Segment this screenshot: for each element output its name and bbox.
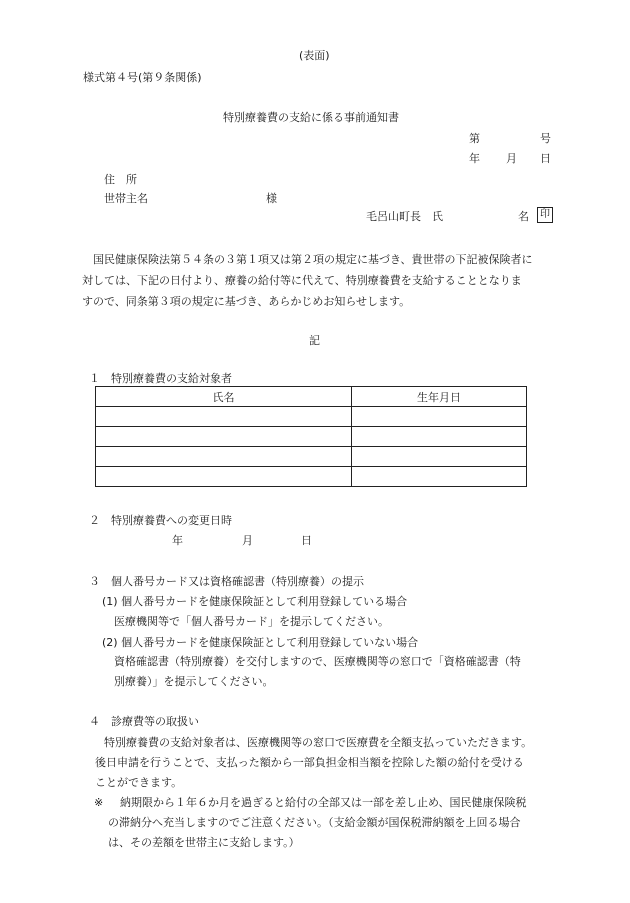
col-name-header: 氏名 xyxy=(96,387,352,407)
note-mark: ※ xyxy=(94,796,104,809)
doc-no-prefix: 第 xyxy=(469,132,480,145)
recipient-head-label: 世帯主名 xyxy=(104,192,148,205)
name-cell xyxy=(96,447,352,467)
doc-date-day: 日 xyxy=(540,152,551,165)
table-row xyxy=(96,427,527,447)
recipient-address-label: 住 所 xyxy=(104,173,137,186)
target-person-table xyxy=(95,386,527,487)
change-date-year: 年 xyxy=(172,534,183,547)
dob-cell xyxy=(352,427,527,447)
col-dob-header: 生年月日 xyxy=(352,387,527,407)
section3-item2-body-2: 別療養）」を提示してください。 xyxy=(114,675,274,688)
doc-no-suffix: 号 xyxy=(540,132,551,145)
table-row xyxy=(96,407,527,427)
intro-line-2: 対しては、下記の日付より、療養の給付等に代えて、特別療養費を支給することとなりま xyxy=(82,274,522,287)
note-line-3: は、その差額を世帯主に支給します。） xyxy=(108,836,300,849)
recipient-honorific: 様 xyxy=(266,192,277,205)
form-number: 様式第４号(第９条関係) xyxy=(83,71,202,84)
doc-date-year: 年 xyxy=(469,152,480,165)
table-row xyxy=(96,467,527,487)
section2-heading: ２ 特別療養費への変更日時 xyxy=(89,514,232,527)
doc-date-month: 月 xyxy=(506,152,517,165)
table-header-row xyxy=(96,387,527,407)
section3-item1-body: 医療機関等で「個人番号カード」を提示してください。 xyxy=(114,615,389,628)
note-line-1: 納期限から１年６か月を過ぎると給付の全部又は一部を差し止め、国民健康保険税 xyxy=(120,796,527,809)
intro-line-3: すので、同条第３項の規定に基づき、あらかじめお知らせします。 xyxy=(82,295,411,308)
section3-item2-body-1: 資格確認書（特別療養）を交付しますので、医療機関等の窓口で「資格確認書（特 xyxy=(114,655,521,668)
ki-mark: 記 xyxy=(309,334,320,347)
page-side-label: (表面) xyxy=(299,49,330,62)
dob-cell xyxy=(352,447,527,467)
section4-para-line-2: 後日申請を行うことで、支払った額から一部負担金相当額を控除した額の給付を受ける xyxy=(95,756,524,769)
dob-cell xyxy=(352,407,527,427)
table-row xyxy=(96,447,527,467)
section4-heading: ４ 診療費等の取扱い xyxy=(89,715,199,728)
sender-title: 毛呂山町長 氏 xyxy=(366,210,443,223)
section3-item2-title: (2) 個人番号カードを健康保険証として利用登録していない場合 xyxy=(102,636,419,649)
section4-para-line-3: ことができます。 xyxy=(95,776,183,789)
intro-line-1: 国民健康保険法第５４条の３第１項又は第２項の規定に基づき、貴世帯の下記被保険者に xyxy=(93,253,533,266)
name-cell xyxy=(96,427,352,447)
section4-para-line-1: 特別療養費の支給対象者は、医療機関等の窓口で医療費を全額支払っていただきます。 xyxy=(104,736,533,749)
section1-heading: １ 特別療養費の支給対象者 xyxy=(89,372,232,385)
change-date-day: 日 xyxy=(301,534,312,547)
seal-box: 印 xyxy=(537,207,553,223)
name-cell xyxy=(96,467,352,487)
note-line-2: の滞納分へ充当しますのでご注意ください。（支給金額が国保税滞納額を上回る場合 xyxy=(108,816,521,829)
name-cell xyxy=(96,407,352,427)
document-title: 特別療養費の支給に係る事前通知書 xyxy=(223,111,399,124)
change-date-month: 月 xyxy=(242,534,253,547)
section3-heading: ３ 個人番号カード又は資格確認書（特別療養）の提示 xyxy=(89,575,364,588)
dob-cell xyxy=(352,467,527,487)
sender-name-suffix: 名 xyxy=(518,210,529,223)
section3-item1-title: (1) 個人番号カードを健康保険証として利用登録している場合 xyxy=(102,595,408,608)
